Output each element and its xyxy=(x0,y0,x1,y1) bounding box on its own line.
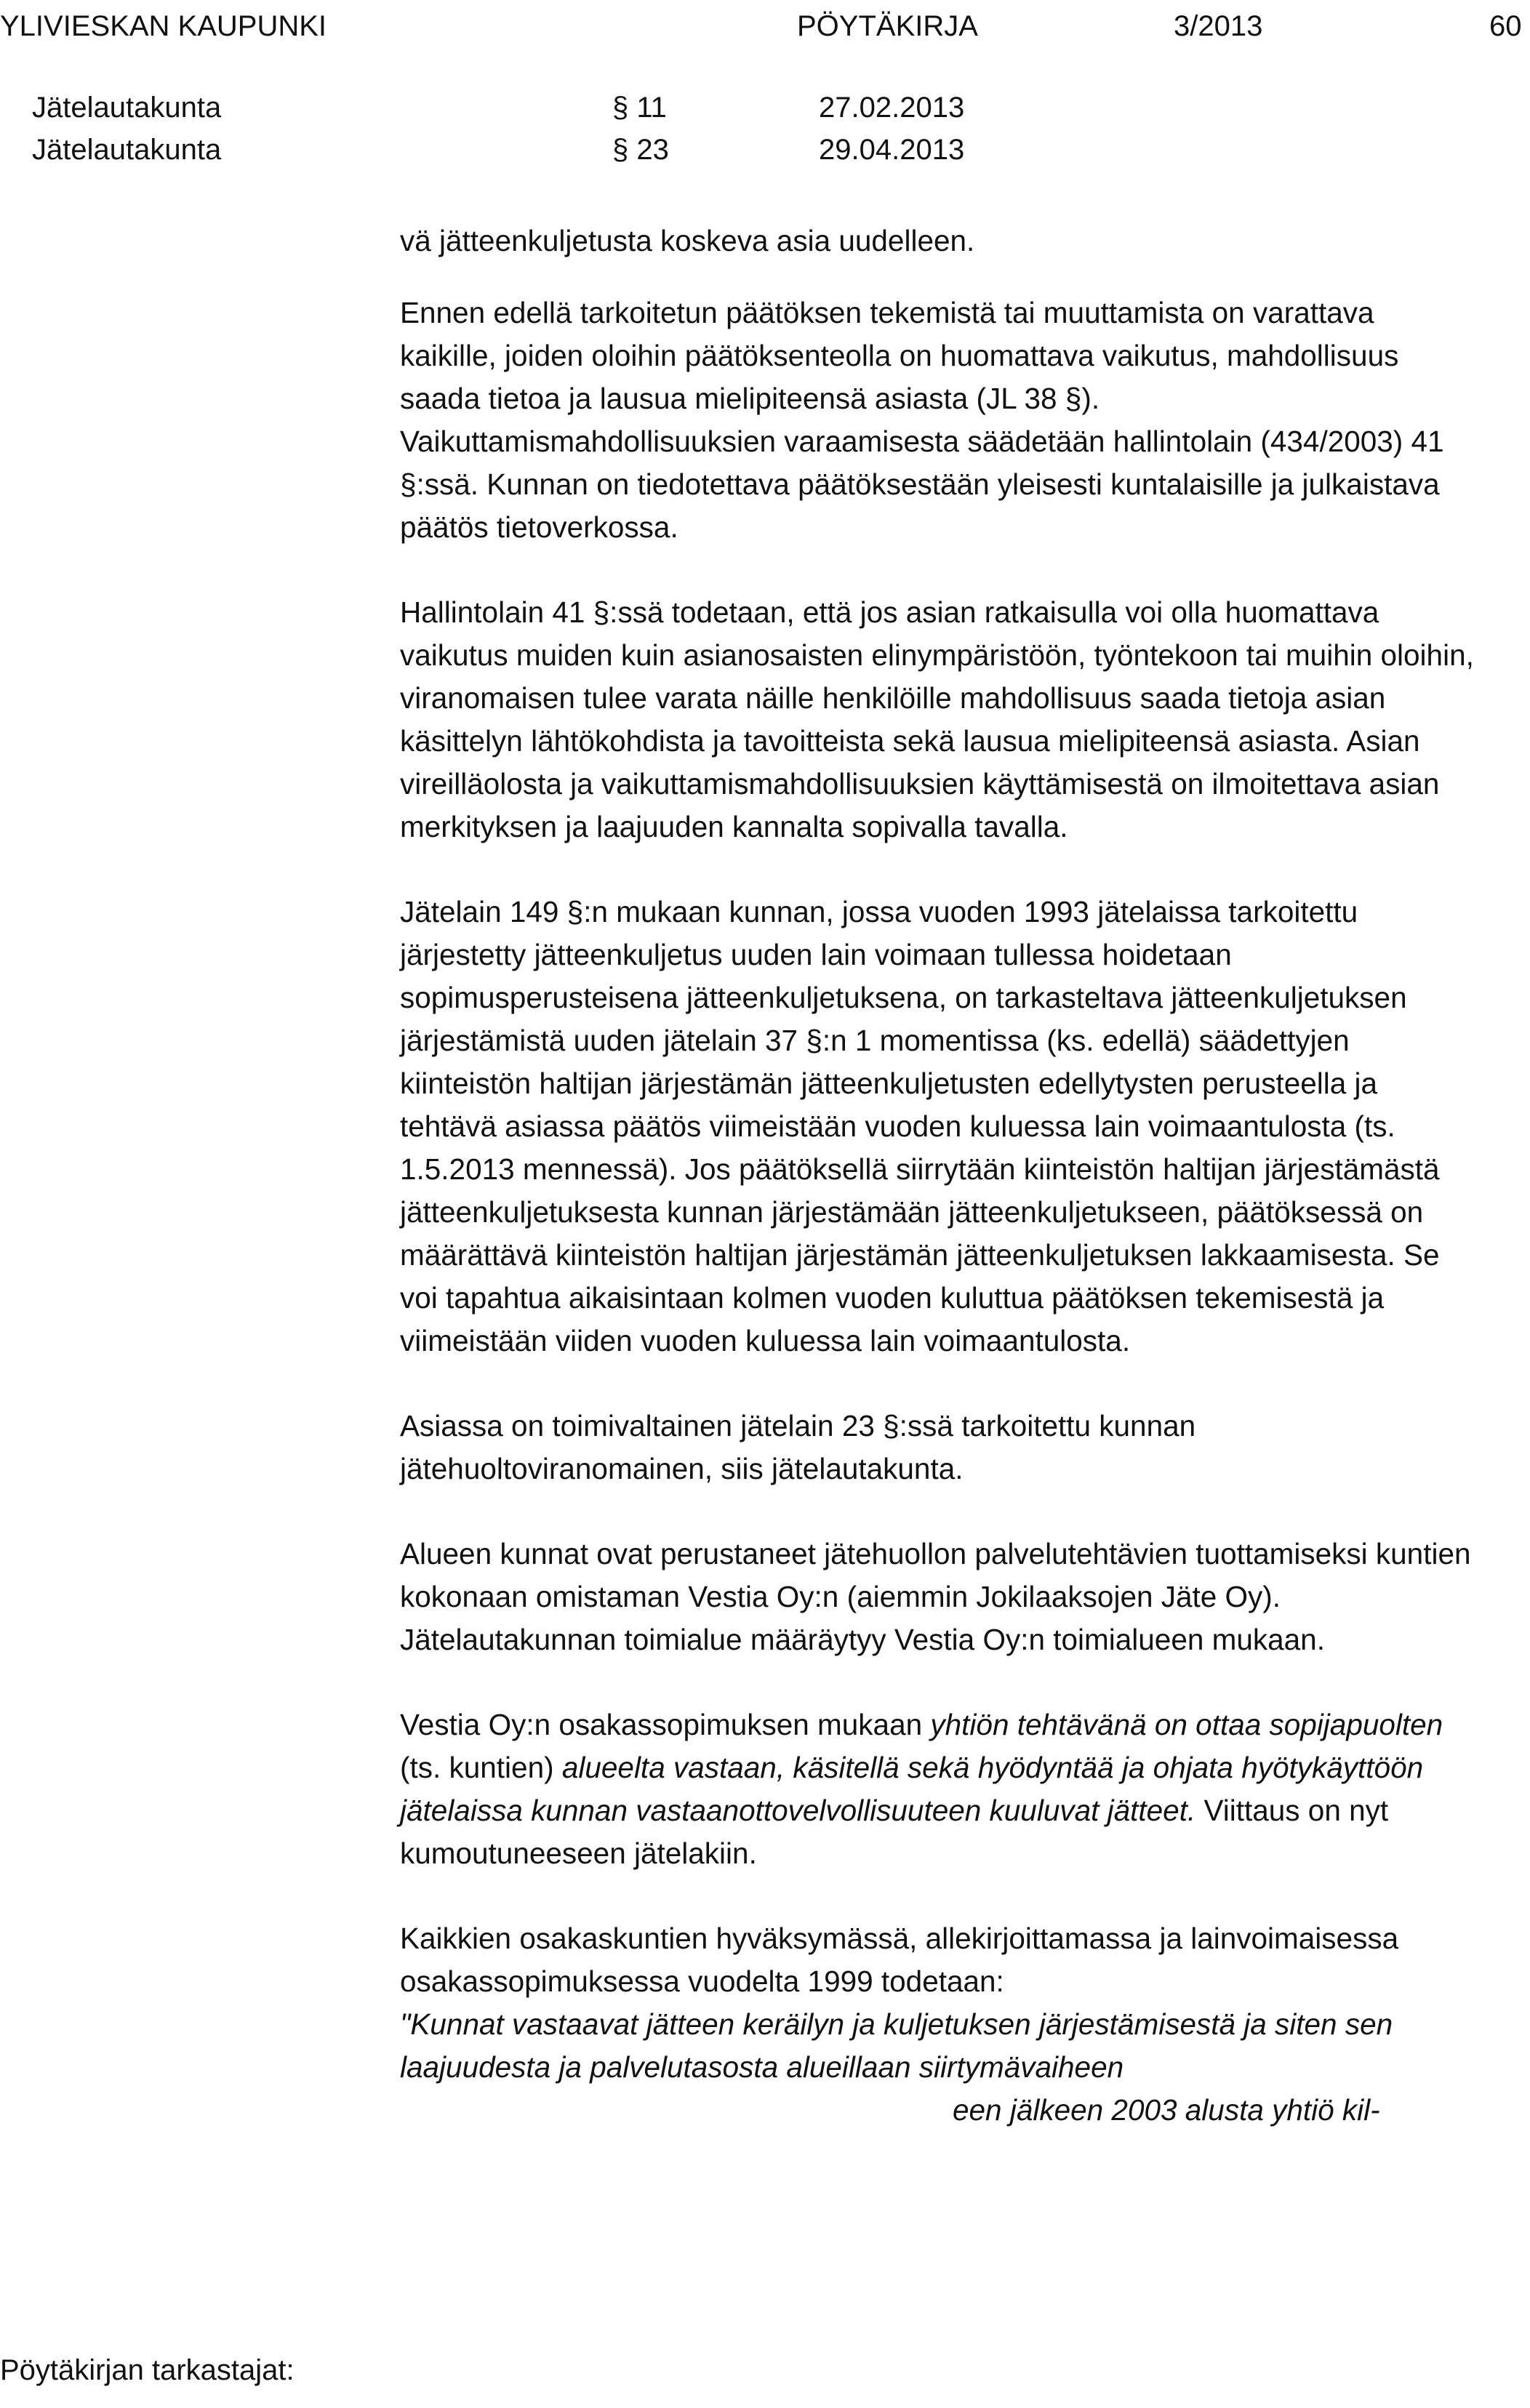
paragraph: vä jätteenkuljetusta koskeva asia uudelleen. xyxy=(400,224,975,257)
section-number: § 11 xyxy=(612,92,667,124)
document-number: 3/2013 xyxy=(1174,10,1263,42)
meeting-date: 27.02.2013 xyxy=(819,92,965,124)
meeting-date: 29.04.2013 xyxy=(819,134,965,166)
paragraph: Alueen kunnat ovat perustaneet jätehuollon palvelutehtävien tuottamiseksi kuntien kokonaan omistaman Vestia Oy:n (aiemmin Jokilaaksojen Jäte Oy). Jätelautakunnan toimialue määräytyy Vestia Oy:n toimialueen mukaan. xyxy=(400,1537,1471,1656)
org-name: YLIVIESKAN KAUPUNKI xyxy=(0,10,327,42)
paragraph: Ennen edellä tarkoitetun päätöksen tekemistä tai muuttamista on varattava kaikille, joiden oloihin päätöksenteolla on huomattava vaikutus, mahdollisuus saada tietoa ja lausua mielipiteensä asiasta (JL 38 §). Vaikuttamismahdollisuuksien varaamisesta säädetään hallintolain (434/2003) 41 §:ssä. Kunnan on tiedotettava päätöksestään yleisesti kuntalaisille ja julkaistava päätös tietoverkossa. xyxy=(400,296,1444,544)
page-number: 60 xyxy=(1489,10,1522,42)
quotation-continued xyxy=(400,2089,1476,2132)
paragraph: Kaikkien osakaskuntien hyväksymässä, allekirjoittamassa ja lainvoimaisessa osakassopimuksessa vuodelta 1999 todetaan: xyxy=(400,1922,1399,1998)
quoted-text: "Kunnat vastaavat jätteen keräilyn ja kuljetuksen järjestämisestä ja siten sen laajuudesta ja palvelutasosta alueillaan siirtymävaiheen xyxy=(400,2007,1393,2084)
board-name: Jätelautakunta xyxy=(32,92,222,124)
paragraph: Jätelain 149 §:n mukaan kunnan, jossa vuoden 1993 jätelaissa tarkoitettu järjestetty jätteenkuljetus uuden lain voimaan tullessa hoidetaan sopimusperusteisena jätteenkuljetuksena, on tarkasteltava jätteenkuljetuksen järjestämistä uuden jätelain 37 §:n 1 momentissa (ks. edellä) säädettyjen kiinteistön haltijan järjestämän jätteenkuljetusten edellytysten perusteella ja tehtävä asiassa päätös viimeistään vuoden kuluessa lain voimaantulosta (ts. 1.5.2013 mennessä). Jos päätöksellä siirrytään kiinteistön haltijan järjestämästä jätteenkuljetuksesta kunnan järjestämään jätteenkuljetukseen, päätöksessä on määrättävä kiinteistön haltijan järjestämän jätteenkuljetuksen lakkaamisesta. Se voi tapahtua aikaisintaan kolmen vuoden kuluttua päätöksen tekemisestä ja viimeistään viiden vuoden kuluessa lain voimaantulosta. xyxy=(400,895,1440,1357)
document-type: PÖYTÄKIRJA xyxy=(797,10,978,42)
board-name: Jätelautakunta xyxy=(32,134,222,166)
minutes-body xyxy=(400,220,1476,2132)
paragraph xyxy=(400,1703,1476,1875)
reviewers-label: Pöytäkirjan tarkastajat: xyxy=(0,2354,295,2386)
paragraph: Hallintolain 41 §:ssä todetaan, että jos asian ratkaisulla voi olla huomattava vaikutus muiden kuin asianosaisten elinympäristöön, työntekoon tai muihin oloihin, viranomaisen tulee varata näille henkilöille mahdollisuus saada tietoja asian käsittelyn lähtökohdista ja tavoitteista sekä lausua mielipiteensä asiasta. Asian vireilläolosta ja vaikuttamismahdollisuuksien käyttämisestä on ilmoitettava asian merkityksen ja laajuuden kannalta sopivalla tavalla. xyxy=(400,595,1474,843)
text-run: Vestia Oy:n osakassopimuksen mukaan xyxy=(400,1708,931,1741)
quotation xyxy=(400,2003,1476,2089)
quoted-text: alueelta vastaan, käsitellä sekä hyödyntää ja ohjata hyötykäyttöön jätelaissa kunnan vastaanottovelvollisuuteen kuuluvat jätteet. xyxy=(400,1751,1424,1827)
quoted-text: yhtiön tehtävänä on ottaa sopijapuolten xyxy=(930,1708,1443,1741)
quoted-text: een jälkeen 2003 alusta yhtiö kil- xyxy=(953,2093,1380,2127)
text-run: Viittaus on nyt kumoutuneeseen jätelakiin. xyxy=(400,1794,1389,1870)
paragraph: Asiassa on toimivaltainen jätelain 23 §:ssä tarkoitettu kunnan jätehuoltoviranomainen, siis jätelautakunta. xyxy=(400,1409,1196,1485)
section-number: § 23 xyxy=(612,134,669,166)
text-run: (ts. kuntien) xyxy=(400,1751,562,1784)
